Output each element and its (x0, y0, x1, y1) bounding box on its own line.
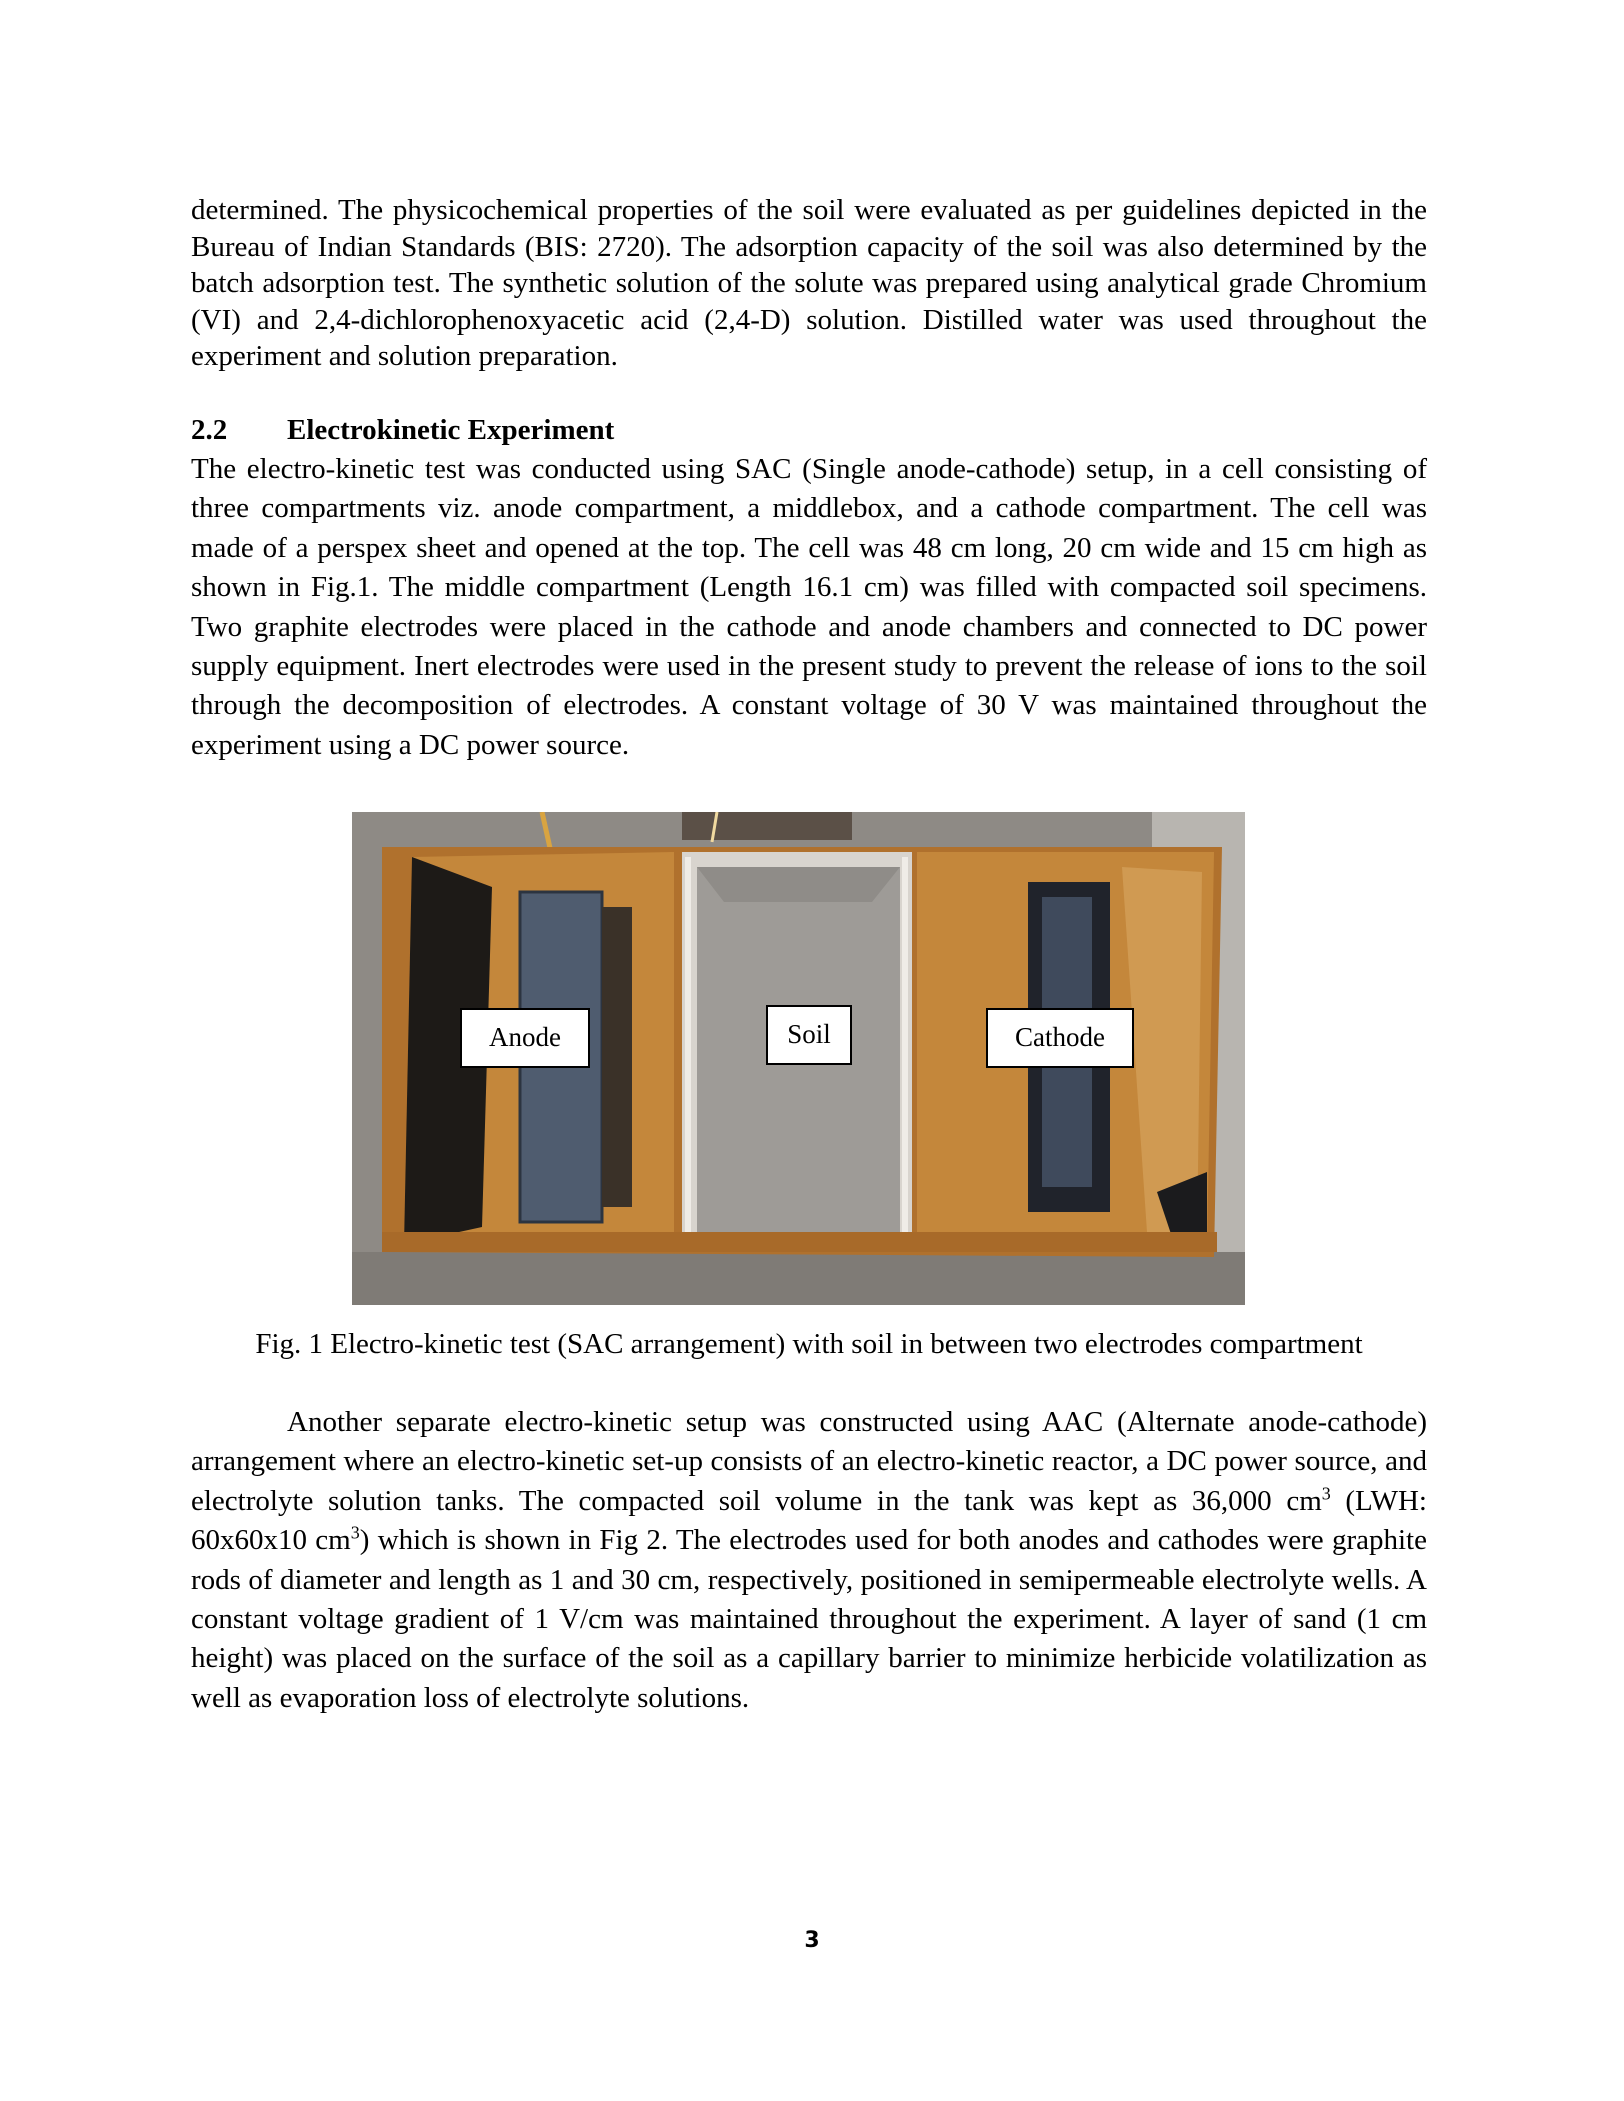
paragraph-aac-text-1: Another separate electro-kinetic setup was constructed using AAC (Alternate anode-cathode) arrangement where an electro-kinetic set-up consists of an electro-kinetic reactor, a DC power source, and electrolyte solution tanks. The compacted soil volume in the tank was kept as 36,000 cm (191, 1406, 1427, 1517)
paragraph-aac-setup (191, 1403, 1427, 1718)
paragraph-aac-text-2: (LWH: 60x60x10 cm (191, 1484, 1427, 1557)
figure-label-cathode: Cathode (986, 1008, 1134, 1068)
page-number: 3 (804, 1928, 820, 1953)
figure-sac-cell-photo (352, 812, 1245, 1305)
section-heading (191, 412, 614, 448)
superscript-cubed-2: 3 (350, 1522, 360, 1543)
paragraph-aac-text-3: ) which is shown in Fig 2. The electrodes used for both anodes and cathodes were graphite rods of diameter and length as 1 and 30 cm, respectively, positioned in semipermeable electrolyte wells. A constant voltage gradient of 1 V/cm was maintained throughout the experiment. A layer of sand (1 cm height) was placed on the surface of the soil as a capillary barrier to minimize herbicide volatilization as well as evaporation loss of electrolyte solutions. (191, 1524, 1427, 1714)
paragraph-sac-setup: The electro-kinetic test was conducted using SAC (Single anode-cathode) setup, in a cell consisting of three compartments viz. anode compartment, a middlebox, and a cathode compartment. The cell was made of a perspex sheet and opened at the top. The cell was 48 cm long, 20 cm wide and 15 cm high as shown in Fig.1. The middle compartment (Length 16.1 cm) was filled with compacted soil specimens. Two graphite electrodes were placed in the cathode and anode chambers and connected to DC power supply equipment. Inert electrodes were used in the present study to prevent the release of ions to the soil through the decomposition of electrodes. A constant voltage of 30 V was maintained throughout the experiment using a DC power source. (191, 453, 1427, 761)
superscript-cubed-1: 3 (1321, 1483, 1331, 1504)
section-number: 2.2 (191, 414, 228, 446)
paragraph-intro: determined. The physicochemical properties of the soil were evaluated as per guidelines depicted in the Bureau of Indian Standards (BIS: 2720). The adsorption capacity of the soil was also determined by the batch adsorption test. The synthetic solution of the solute was prepared using analytical grade Chromium (VI) and 2,4-dichlorophenoxyacetic acid (2,4-D) solution. Distilled water was used throughout the experiment and solution preparation. (191, 194, 1427, 372)
figure-label-anode: Anode (460, 1008, 590, 1068)
figure-label-soil: Soil (766, 1005, 852, 1065)
figure-caption: Fig. 1 Electro-kinetic test (SAC arrangement) with soil in between two electrodes compartment (255, 1328, 1363, 1360)
section-title: Electrokinetic Experiment (287, 414, 615, 446)
